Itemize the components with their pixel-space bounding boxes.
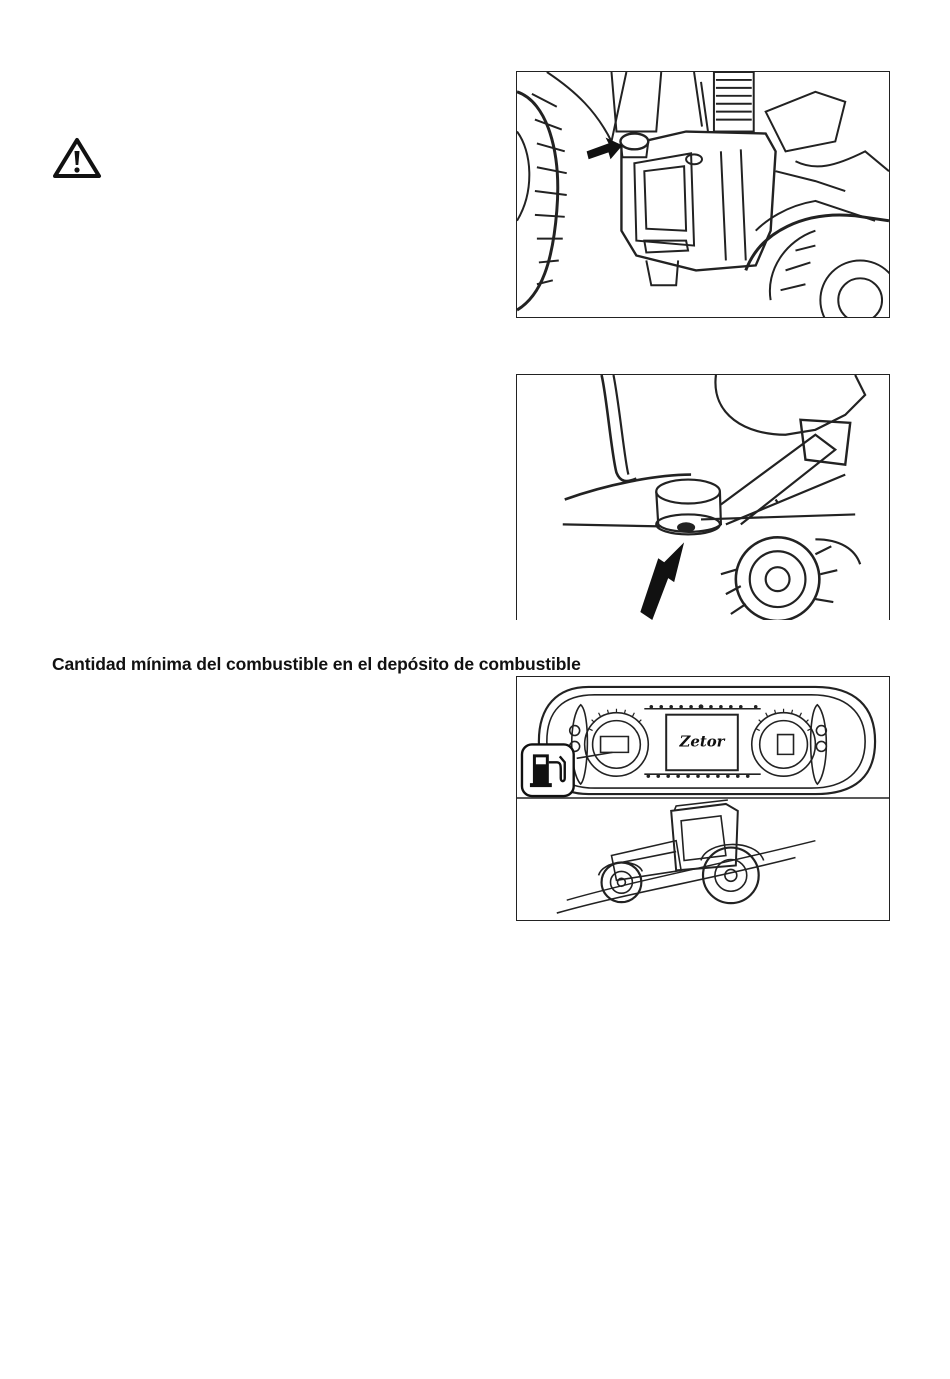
section-heading: Cantidad mínima del combustible en el depósito de combustible xyxy=(52,654,581,674)
tank-drain-illustration xyxy=(516,374,890,620)
dashboard-and-tractor-illustration xyxy=(516,676,890,921)
arrow-icon xyxy=(587,137,623,159)
brand-logo: Zetor xyxy=(679,732,725,751)
warning-triangle-icon xyxy=(52,137,102,179)
arrow-icon xyxy=(640,542,684,620)
fuel-tank-illustration xyxy=(516,71,890,318)
